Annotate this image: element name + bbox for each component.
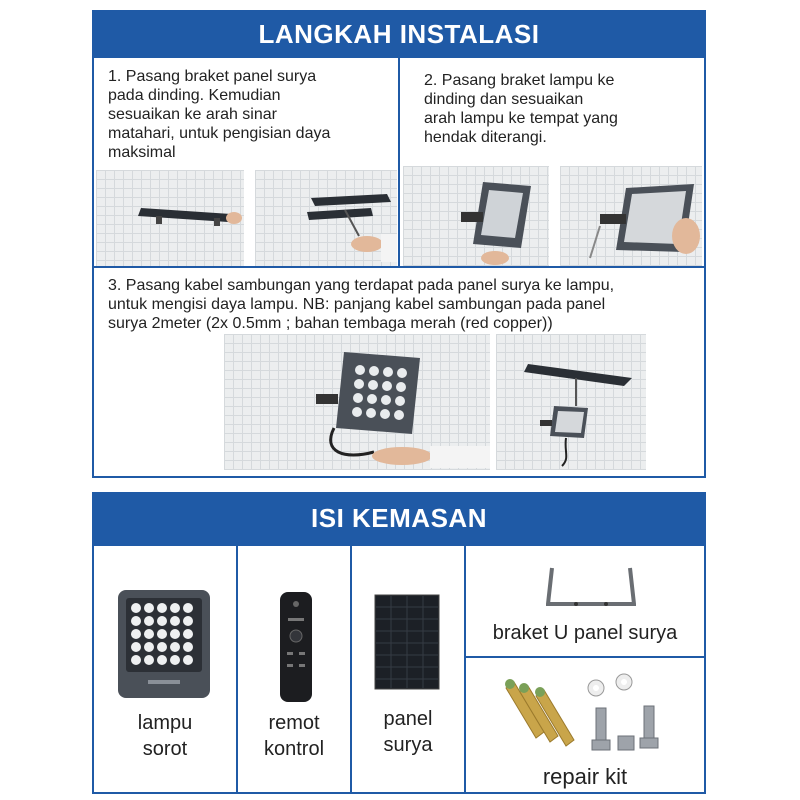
floodlight-label: lampu sorot [137, 712, 193, 760]
solar-bracket-mount-illustration [96, 170, 244, 266]
floodlight-bracket-illustration [403, 166, 549, 266]
step-2-text: 2. Pasang braket lampu ke dinding dan sesuaikan arah lampu ke tempat yang hendak diterangi. [424, 72, 618, 146]
package-item-u-bracket [464, 544, 706, 658]
package-item-solar-panel [350, 544, 466, 794]
u-bracket-icon [546, 566, 636, 612]
solar-panel-label: panel surya [383, 708, 433, 756]
step-1-photo-a [96, 170, 244, 266]
solar-panel-icon [374, 594, 440, 690]
repair-kit-label: repair kit [542, 764, 628, 789]
step-1-photo-b [255, 170, 397, 266]
step-1-text: 1. Pasang braket panel surya pada dinding. Kemudian sesuaikan ke arah sinar matahari, untuk pengisian daya maksimal [108, 68, 331, 161]
cable-connection-illustration [224, 334, 490, 470]
step-2-photo-a [403, 166, 549, 266]
package-item-remote [236, 544, 352, 794]
package-item-floodlight [92, 544, 238, 794]
floodlight-icon [114, 588, 214, 706]
step-2-photo-b [560, 166, 702, 266]
step-divider-vertical [398, 58, 400, 268]
step-3-text: 3. Pasang kabel sambungan yang terdapat pada panel surya ke lampu, untuk mengisi daya lampu. NB: panjang kabel sambungan pada panel surya 2meter (2x 0.5mm ; bahan tembaga merah (red copper)) [108, 277, 615, 332]
package-item-repair-kit [464, 656, 706, 794]
remote-label: remot kontrol [263, 712, 325, 760]
remote-control-icon [278, 590, 314, 704]
u-bracket-label: braket U panel surya [492, 622, 678, 644]
step-divider-horizontal [92, 266, 706, 268]
floodlight-adjust-illustration [560, 166, 702, 266]
installation-title: LANGKAH INSTALASI [92, 10, 706, 58]
screws-anchors-icon [496, 668, 672, 758]
installed-system-illustration [496, 334, 646, 470]
solar-panel-mount-illustration [255, 170, 397, 266]
step-3-photo-a [224, 334, 490, 470]
step-3-photo-b [496, 334, 646, 470]
package-title: ISI KEMASAN [92, 492, 706, 544]
